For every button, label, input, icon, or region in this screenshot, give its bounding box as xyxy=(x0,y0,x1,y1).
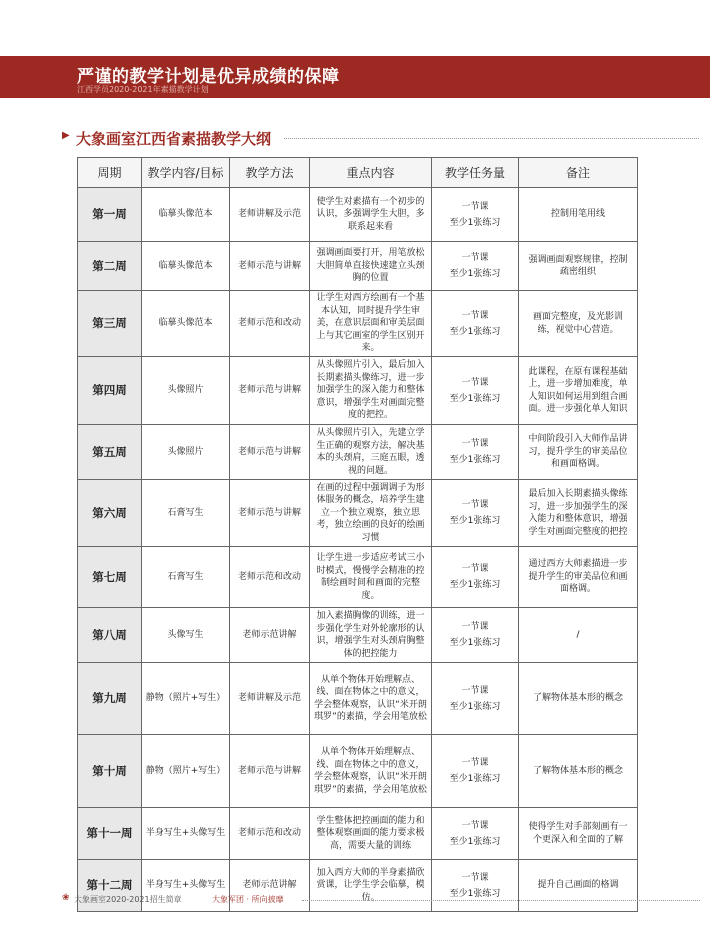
content-cell: 静物（照片+写生） xyxy=(142,735,230,808)
task-cell xyxy=(432,425,519,480)
method-cell: 老师讲解及示范 xyxy=(230,663,310,735)
note-cell: 提升自己画面的格调 xyxy=(519,860,638,912)
method-cell: 老师示范与讲解 xyxy=(230,480,310,547)
note-cell: 了解物体基本形的概念 xyxy=(519,663,638,735)
header-method: 教学方法 xyxy=(230,158,310,188)
task-lessons: 一节课 xyxy=(461,310,489,321)
note-cell: 使得学生对手部刻画有一个更深入和全面的了解 xyxy=(519,808,638,860)
footer-slogan: 大象军团 · 所向披靡 xyxy=(212,895,284,904)
focus-cell: 从单个物体开始理解点、线、面在物体之中的意义，学会整体观察，认识“米开朗琪罗”的素描，学会用笔放松 xyxy=(310,663,432,735)
week-cell: 第一周 xyxy=(78,188,142,242)
table-row xyxy=(78,735,638,808)
method-cell: 老师示范与讲解 xyxy=(230,735,310,808)
method-cell: 老师示范与讲解 xyxy=(230,357,310,425)
task-lessons: 一节课 xyxy=(461,201,489,212)
task-lessons: 一节课 xyxy=(461,253,489,263)
footer-dotted-divider xyxy=(302,900,700,901)
footer-text: 大象画室2020-2021招生简章 xyxy=(74,895,182,904)
week-cell: 第七周 xyxy=(78,547,142,608)
week-cell: 第十一周 xyxy=(78,808,142,860)
task-lessons: 一节课 xyxy=(461,500,489,510)
footer xyxy=(62,894,702,908)
method-cell: 老师示范讲解 xyxy=(230,860,310,912)
header-week: 周期 xyxy=(78,158,142,188)
note-cell: 最后加入长期素描头像练习，进一步加强学生的深入能力和整体意识，增强学生对画面完整度的把控 xyxy=(519,480,638,547)
task-lessons: 一节课 xyxy=(461,377,489,388)
week-cell: 第二周 xyxy=(78,242,142,291)
focus-cell: 从单个物体开始理解点、线、面在物体之中的意义，学会整体观察，认识“米开朗琪罗”的素描，学会用笔放松 xyxy=(310,735,432,808)
syllabus-table xyxy=(77,157,638,912)
week-cell: 第九周 xyxy=(78,663,142,735)
chevron-right-icon: ▶ xyxy=(62,130,70,141)
task-practice: 至少1张练习 xyxy=(449,455,501,465)
week-cell: 第八周 xyxy=(78,608,142,663)
focus-cell: 学生整体把控画面的能力和整体观察画面的能力要求极高，需要大量的训练 xyxy=(310,808,432,860)
section-title: 大象画室江西省素描教学大纲 xyxy=(76,130,272,148)
task-lessons: 一节课 xyxy=(461,622,489,632)
method-cell: 老师示范和改动 xyxy=(230,291,310,357)
task-practice: 至少1张练习 xyxy=(449,516,501,526)
focus-cell: 从头像照片引入，先建立学生正确的观察方法，解决基本的头颈肩，三庭五眼，透视的问题。 xyxy=(310,425,432,480)
content-cell: 临摹头像范本 xyxy=(142,242,230,291)
task-cell xyxy=(432,188,519,242)
method-cell: 老师示范与讲解 xyxy=(230,425,310,480)
task-cell xyxy=(432,608,519,663)
content-cell: 静物（照片+写生） xyxy=(142,663,230,735)
note-cell: 画面完整度，及光影训练，视觉中心营造。 xyxy=(519,291,638,357)
focus-cell: 使学生对素描有一个初步的认识，多强调学生大胆，多联系起来看 xyxy=(310,188,432,242)
focus-cell: 让学生进一步适应考试三小时模式，慢慢学会精准的控制绘画时间和画面的完整度。 xyxy=(310,547,432,608)
page-title: 严谨的教学计划是优异成绩的保障 xyxy=(77,67,340,87)
task-cell xyxy=(432,480,519,547)
method-cell: 老师示范讲解 xyxy=(230,608,310,663)
note-cell: 控制用笔用线 xyxy=(519,188,638,242)
task-practice: 至少1张练习 xyxy=(449,580,501,590)
table-row xyxy=(78,808,638,860)
method-cell: 老师示范和改动 xyxy=(230,808,310,860)
table-row xyxy=(78,663,638,735)
note-cell: 此课程，在原有课程基础上，进一步增加难度，单人知识如何运用到组合画面。进一步强化单人知识 xyxy=(519,357,638,425)
content-cell: 石膏写生 xyxy=(142,547,230,608)
task-cell xyxy=(432,663,519,735)
week-cell: 第六周 xyxy=(78,480,142,547)
header-focus: 重点内容 xyxy=(310,158,432,188)
task-cell xyxy=(432,242,519,291)
table-row xyxy=(78,291,638,357)
task-cell xyxy=(432,357,519,425)
week-cell: 第三周 xyxy=(78,291,142,357)
note-cell: 了解物体基本形的概念 xyxy=(519,735,638,808)
focus-cell: 加入素描胸像的训练，进一步强化学生对外轮廓形的认识，增强学生对头颈肩胸整体的把控能力 xyxy=(310,608,432,663)
content-cell: 头像写生 xyxy=(142,608,230,663)
task-lessons: 一节课 xyxy=(461,439,489,449)
task-cell xyxy=(432,547,519,608)
task-lessons: 一节课 xyxy=(461,872,489,883)
focus-cell: 加入西方大师的半身素描欣赏课，让学生学会临摹，模仿。 xyxy=(310,860,432,912)
task-lessons: 一节课 xyxy=(461,758,489,768)
task-practice: 至少1张练习 xyxy=(449,701,501,712)
task-practice: 至少1张练习 xyxy=(449,269,501,279)
content-cell: 半身写生+头像写生 xyxy=(142,860,230,912)
page-subtitle: 江西学员2020-2021年素描教学计划 xyxy=(77,85,209,94)
week-cell: 第四周 xyxy=(78,357,142,425)
table-row xyxy=(78,425,638,480)
header-task: 教学任务量 xyxy=(432,158,519,188)
note-cell: 强调画面观察规律，控制疏密组织 xyxy=(519,242,638,291)
week-cell: 第五周 xyxy=(78,425,142,480)
task-practice: 至少1张练习 xyxy=(449,888,501,899)
table-header-row xyxy=(78,158,638,188)
task-cell xyxy=(432,808,519,860)
content-cell: 头像照片 xyxy=(142,425,230,480)
content-cell: 临摹头像范本 xyxy=(142,188,230,242)
task-practice: 至少1张练习 xyxy=(449,326,501,337)
table-row xyxy=(78,608,638,663)
section-heading xyxy=(62,128,702,148)
task-practice: 至少1张练习 xyxy=(449,638,501,648)
task-practice: 至少1张练习 xyxy=(449,836,501,847)
focus-cell: 在画的过程中强调调子为形体服务的概念，培养学生建立一个独立观察，独立思考，独立绘画的良好的绘画习惯 xyxy=(310,480,432,547)
header-note: 备注 xyxy=(519,158,638,188)
task-lessons: 一节课 xyxy=(461,820,489,831)
method-cell: 老师示范与讲解 xyxy=(230,242,310,291)
table-row xyxy=(78,480,638,547)
table-row xyxy=(78,242,638,291)
elephant-icon: ❀ xyxy=(62,893,70,903)
week-cell: 第十周 xyxy=(78,735,142,808)
table-row xyxy=(78,547,638,608)
week-cell: 第十二周 xyxy=(78,860,142,912)
task-practice: 至少1张练习 xyxy=(449,217,501,228)
task-cell xyxy=(432,735,519,808)
header-content: 教学内容/目标 xyxy=(142,158,230,188)
task-cell xyxy=(432,291,519,357)
method-cell: 老师示范和改动 xyxy=(230,547,310,608)
method-cell: 老师讲解及示范 xyxy=(230,188,310,242)
content-cell: 头像照片 xyxy=(142,357,230,425)
note-cell: / xyxy=(519,608,638,663)
task-lessons: 一节课 xyxy=(461,564,489,574)
content-cell: 半身写生+头像写生 xyxy=(142,808,230,860)
note-cell: 中间阶段引入大师作品讲习，提升学生的审美品位和画面格调。 xyxy=(519,425,638,480)
task-practice: 至少1张练习 xyxy=(449,774,501,784)
content-cell: 临摹头像范本 xyxy=(142,291,230,357)
task-practice: 至少1张练习 xyxy=(449,393,501,404)
focus-cell: 强调画面要打开，用笔放松大胆简单直接快速建立头颈胸的位置 xyxy=(310,242,432,291)
content-cell: 石膏写生 xyxy=(142,480,230,547)
focus-cell: 从头像照片引入，最后加入长期素描头像练习，进一步加强学生的深入能力和整体意识，增强学生对画面完整度的把控。 xyxy=(310,357,432,425)
table-row xyxy=(78,357,638,425)
focus-cell: 让学生对西方绘画有一个基本认知，同时提升学生审美，在意识层面和审美层面上与其它画室的学生区别开来。 xyxy=(310,291,432,357)
task-lessons: 一节课 xyxy=(461,685,489,696)
dotted-divider xyxy=(284,138,699,139)
table-row xyxy=(78,188,638,242)
header-banner xyxy=(0,56,710,98)
note-cell: 通过西方大师素描进一步提升学生的审美品位和画面格调。 xyxy=(519,547,638,608)
